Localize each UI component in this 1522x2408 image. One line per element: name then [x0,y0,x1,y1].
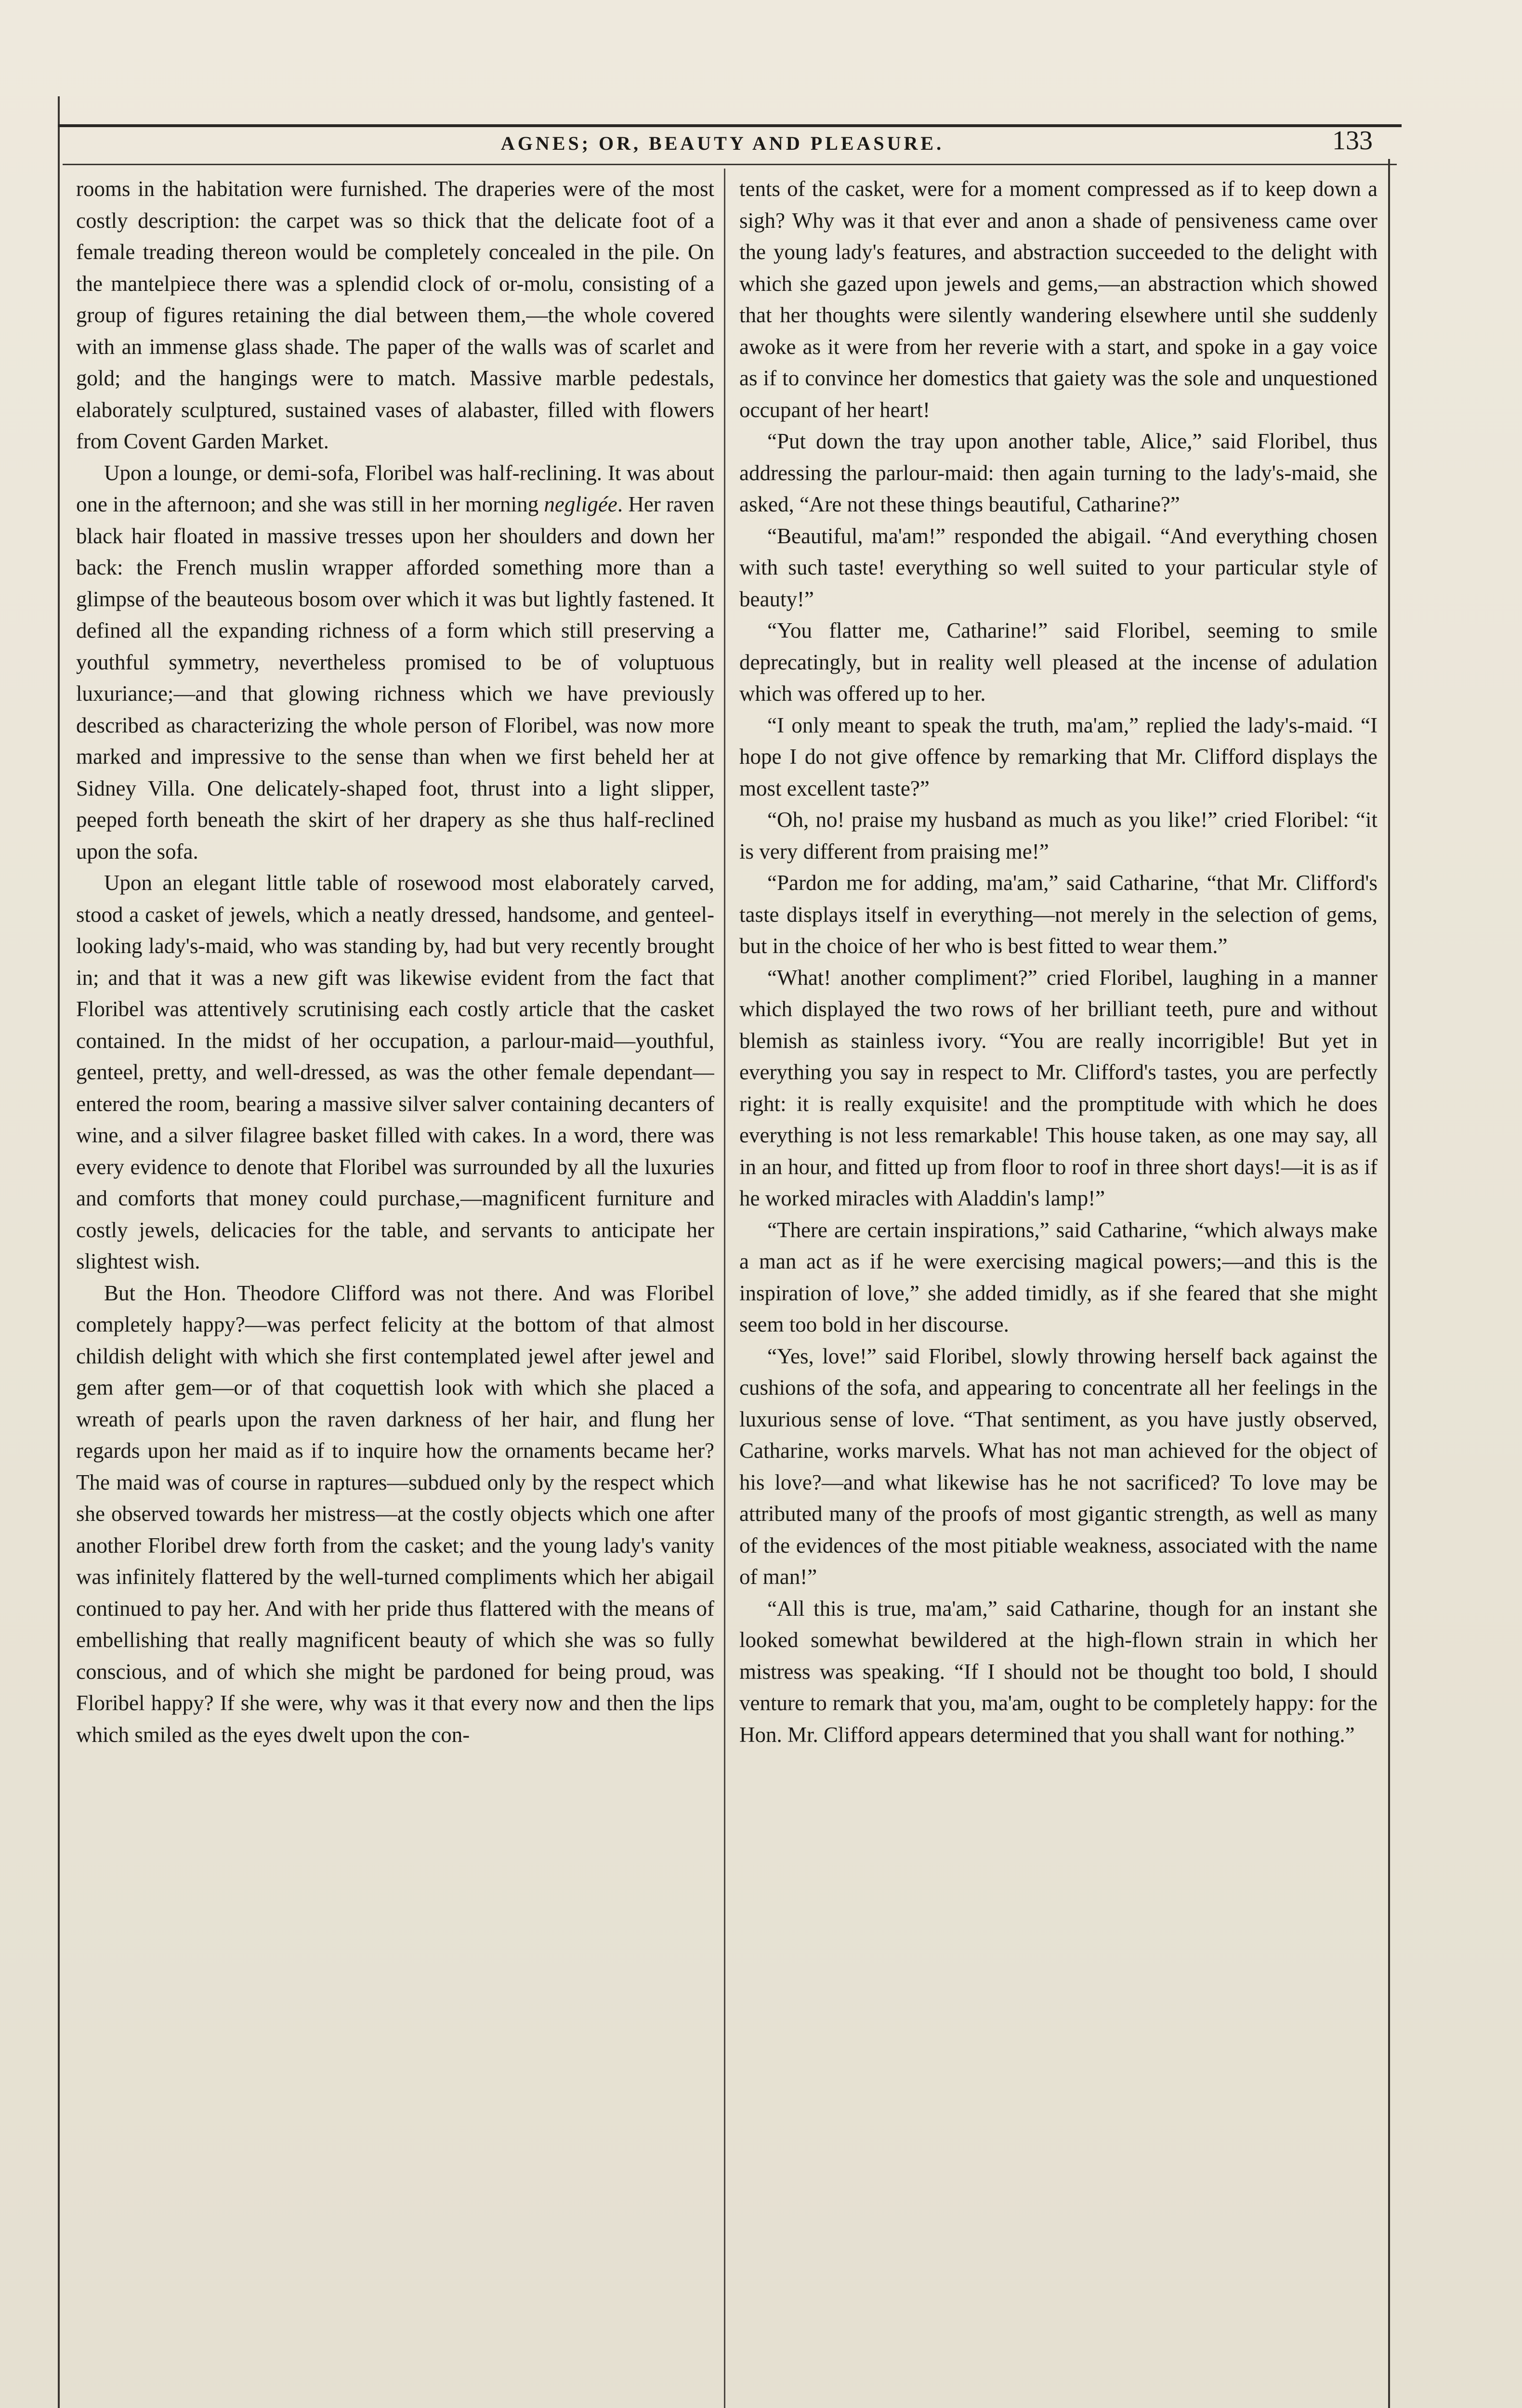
paragraph: “Beautiful, ma'am!” responded the abigail. “And everything chosen with such taste! everything so well suited to your particular style of beauty!” [739,523,1378,611]
paragraph: But the Hon. Theodore Clifford was not there. And was Floribel completely happy?—was perfect felicity at the bottom of that almost childish delight with which she first contemplated jewel after jewel and gem after gem—or of that coquettish look with which she placed a wreath of pearls upon the raven darkness of her hair, and flung her regards upon her maid as if to inquire how the ornaments became her? The maid was of course in raptures—subdued only by the respect which she observed towards her mistress—at the costly objects which one after another Floribel drew forth from the casket; and the young lady's vanity was infinitely flattered by the well-turned compliments which her abigail continued to pay her. And with her pride thus flattered with the means of embellishing that really magnificent beauty of which she was so fully conscious, and of which she might be pardoned for being proud, was Floribel happy? If she were, why was it that every now and then the lips which smiled as the eyes dwelt upon the con- [76,1281,714,1747]
paragraph: “You flatter me, Catharine!” said Floribel, seeming to smile deprecatingly, but in reality well pleased at the incense of adulation which was offered up to her. [739,618,1378,706]
paragraph: “All this is true, ma'am,” said Catharine, though for an instant she looked somewhat bewildered at the high-flown strain in which her mistress was speaking. “If I should not be thought too bold, I should venture to remark that you, ma'am, ought to be completely happy: for the Hon. Mr. Clifford appears determined that you shall want for nothing.” [739,1596,1378,1747]
page-frame-right [1388,159,1390,2408]
page-frame-left [58,96,60,2408]
paragraph: Upon a lounge, or demi-sofa, Floribel was half-reclining. It was about one in the afternoon; and she was still in her morning negligée. Her raven black hair floated in massive tresses upon her shoulders and down her back: the French muslin wrapper afforded something more than a glimpse of the beauteous bosom over which it was but lightly fastened. It defined all the expanding richness of a form which still preserving a youthful symmetry, nevertheless promised to be of voluptuous luxuriance;—and that glowing richness which we have previously described as characterizing the whole person of Floribel, was now more marked and impressive to the sense than when we first beheld her at Sidney Villa. One delicately-shaped foot, thrust into a light slipper, peeped forth beneath the skirt of her drapery as she thus half-reclined upon the sofa. [76,460,714,864]
header-rule [58,124,1402,127]
page-number: 133 [1332,126,1373,156]
left-column [76,173,714,2408]
header-underline-rule [63,164,1397,165]
paragraph: “What! another compliment?” cried Floribel, laughing in a manner which displayed the two rows of her brilliant teeth, pure and without blemish as stainless ivory. “You are really incorrigible! But yet in everything you say in respect to Mr. Clifford's tastes, you are perfectly right: it is really exquisite! and the promptitude with which he does everything is not less remarkable! This house taken, as one may say, all in an hour, and fitted up from floor to roof in three short days!—it is as if he worked miracles with Aladdin's lamp!” [739,965,1378,1210]
right-column [739,173,1378,2408]
paragraph: “Pardon me for adding, ma'am,” said Catharine, “that Mr. Clifford's taste displays itself in everything—not merely in the selection of gems, but in the choice of her who is best fitted to wear them.” [739,871,1378,958]
paragraph: “Put down the tray upon another table, Alice,” said Floribel, thus addressing the parlour-maid: then again turning to the lady's-maid, she asked, “Are not these things beautiful, Catharine?” [739,429,1378,516]
paragraph: tents of the casket, were for a moment compressed as if to keep down a sigh? Why was it that ever and anon a shade of pensiveness came over the young lady's features, and abstraction succeeded to the delight with which she gazed upon jewels and gems,—an abstraction which showed that her thoughts were silently wandering elsewhere until she suddenly awoke as it were from her reverie with a start, and spoke in a gay voice as if to convince her domestics that gaiety was the sole and unquestioned occupant of her heart! [739,177,1378,422]
paragraph: rooms in the habitation were furnished. The draperies were of the most costly description: the carpet was so thick that the delicate foot of a female treading thereon would be completely concealed in the pile. On the mantelpiece there was a splendid clock of or-molu, consisting of a group of figures retaining the dial between them,—the whole covered with an immense glass shade. The paper of the walls was of scarlet and gold; and the hangings were to match. Massive marble pedestals, elaborately sculptured, sustained vases of alabaster, filled with flowers from Covent Garden Market. [76,177,714,453]
running-title: AGNES; OR, BEAUTY AND PLEASURE. [500,132,945,154]
paragraph: “Oh, no! praise my husband as much as you like!” cried Floribel: “it is very different from praising me!” [739,808,1378,864]
paragraph: “I only meant to speak the truth, ma'am,” replied the lady's-maid. “I hope I do not give offence by remarking that Mr. Clifford displays the most excellent taste?” [739,713,1378,800]
paragraph: Upon an elegant little table of rosewood most elaborately carved, stood a casket of jewels, which a neatly dressed, handsome, and genteel-looking lady's-maid, who was standing by, had but very recently brought in; and that it was a new gift was likewise evident from the fact that Floribel was attentively scrutinising each costly article that the casket contained. In the midst of her occupation, a parlour-maid—youthful, genteel, pretty, and well-dressed, as was the other female dependant—entered the room, bearing a massive silver salver containing decanters of wine, and a silver filagree basket filled with cakes. In a word, there was every evidence to denote that Floribel was surrounded by all the luxuries and comforts that money could purchase,—magnificent furniture and costly jewels, delicacies for the table, and servants to anticipate her slightest wish. [76,871,714,1273]
column-divider [724,169,725,2408]
paragraph: “There are certain inspirations,” said Catharine, “which always make a man act as if he were exercising magical powers;—and this is the inspiration of love,” she added timidly, as if she feared that she might seem too bold in her discourse. [739,1217,1378,1336]
paragraph: “Yes, love!” said Floribel, slowly throwing herself back against the cushions of the sofa, and appearing to concentrate all her feelings in the luxurious sense of love. “That sentiment, as you have justly observed, Catharine, works marvels. What has not man achieved for the object of his love?—and what likewise has he not sacrificed? To love may be attributed many of the proofs of most gigantic strength, as well as many of the evidences of the most pitiable weakness, associated with the name of man!” [739,1344,1378,1589]
